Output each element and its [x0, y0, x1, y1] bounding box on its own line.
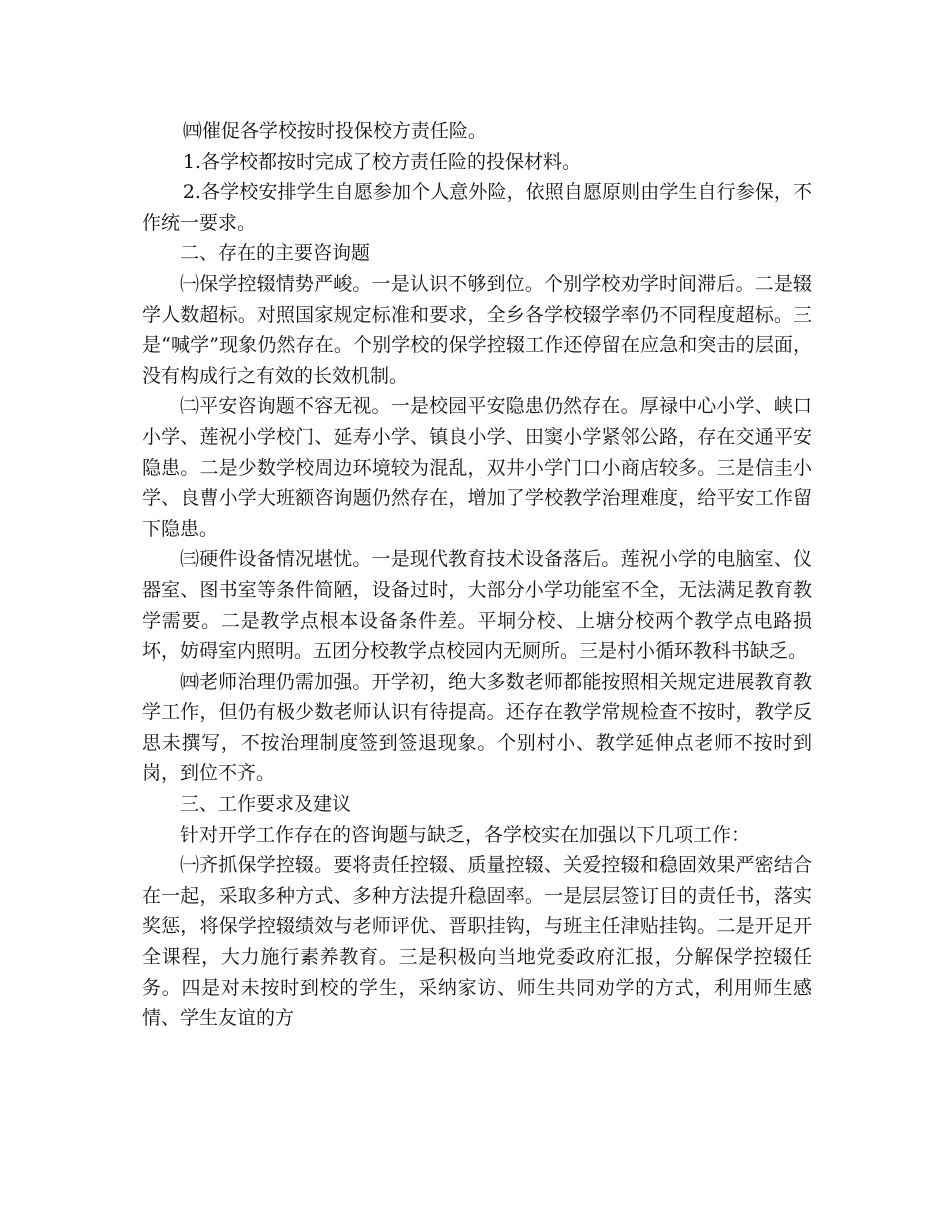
section-heading-problems: 二、存在的主要咨询题	[180, 242, 371, 265]
paragraph-insurance-heading: ㈣催促各学校按时投保校方责任险。	[182, 120, 487, 142]
paragraph-teacher-management: ㈣老师治理仍需加强。开学初，绝大多数老师都能按照相关规定进展教育教学工作，但仍有极少数老师认识有待提高。还存在教学常规检查不按时，教学反思未撰写，不按治理制度签到签退现象。个别村小、教学延伸点老师不按时到岗，到位不齐。	[142, 670, 812, 785]
paragraph-dropout-measures: ㈠齐抓保学控辍。要将责任控辍、质量控辍、关爱控辍和稳固效果严密结合在一起，采取多种方式、多种方法提升稳固率。一是层层签订目的责任书，落实奖惩，将保学控辍绩效与老师评优、晋职挂钩，与班主任津贴挂钩。二是开足开全课程，大力施行素养教育。三是积极向当地党委政府汇报，分解保学控辍任务。四是对未按时到校的学生，采纳家访、师生共同劝学的方式，利用师生感情、学生友谊的方	[142, 854, 812, 1030]
paragraph-requirements-intro: 针对开学工作存在的咨询题与缺乏，各学校实在加强以下几项工作：	[180, 823, 751, 846]
paragraph-hardware-equipment: ㈢硬件设备情况堪忧。一是现代教育技术设备落后。莲祝小学的电脑室、仪器室、图书室等条件简陋，设备过时，大部分小学功能室不全，无法满足教育教学需要。二是教学点根本设备条件差。平垌分校、上塘分校两个教学点电路损坏，妨碍室内照明。五团分校教学点校园内无厕所。三是村小循环教科书缺乏。	[142, 548, 812, 663]
document-body	[142, 116, 812, 1034]
paragraph-insurance-item-1: 1.各学校都按时完成了校方责任险的投保材料。	[182, 150, 581, 173]
paragraph-dropout-control: ㈠保学控辍情势严峻。一是认识不够到位。个别学校劝学时间滞后。二是辍学人数超标。对照国家规定标准和要求，全乡各学校辍学率仍不同程度超标。三是“喊学”现象仍然存在。个别学校的保学控辍工作还停留在应急和突击的层面，没有构成行之有效的长效机制。	[142, 272, 812, 387]
paragraph-safety-issues: ㈡平安咨询题不容无视。一是校园平安隐患仍然存在。厚禄中心小学、峡口小学、莲祝小学校门、延寿小学、镇良小学、田窦小学紧邻公路，存在交通平安隐患。二是少数学校周边环境较为混乱，双井小学门口小商店较多。三是信圭小学、良曹小学大班额咨询题仍然存在，增加了学校教学治理难度，给平安工作留下隐患。	[142, 395, 812, 540]
section-heading-requirements: 三、工作要求及建议	[180, 793, 352, 816]
paragraph-insurance-item-2: 2.各学校安排学生自愿参加个人意外险，依照自愿原则由学生自行参保，不作统一要求。	[142, 181, 812, 234]
